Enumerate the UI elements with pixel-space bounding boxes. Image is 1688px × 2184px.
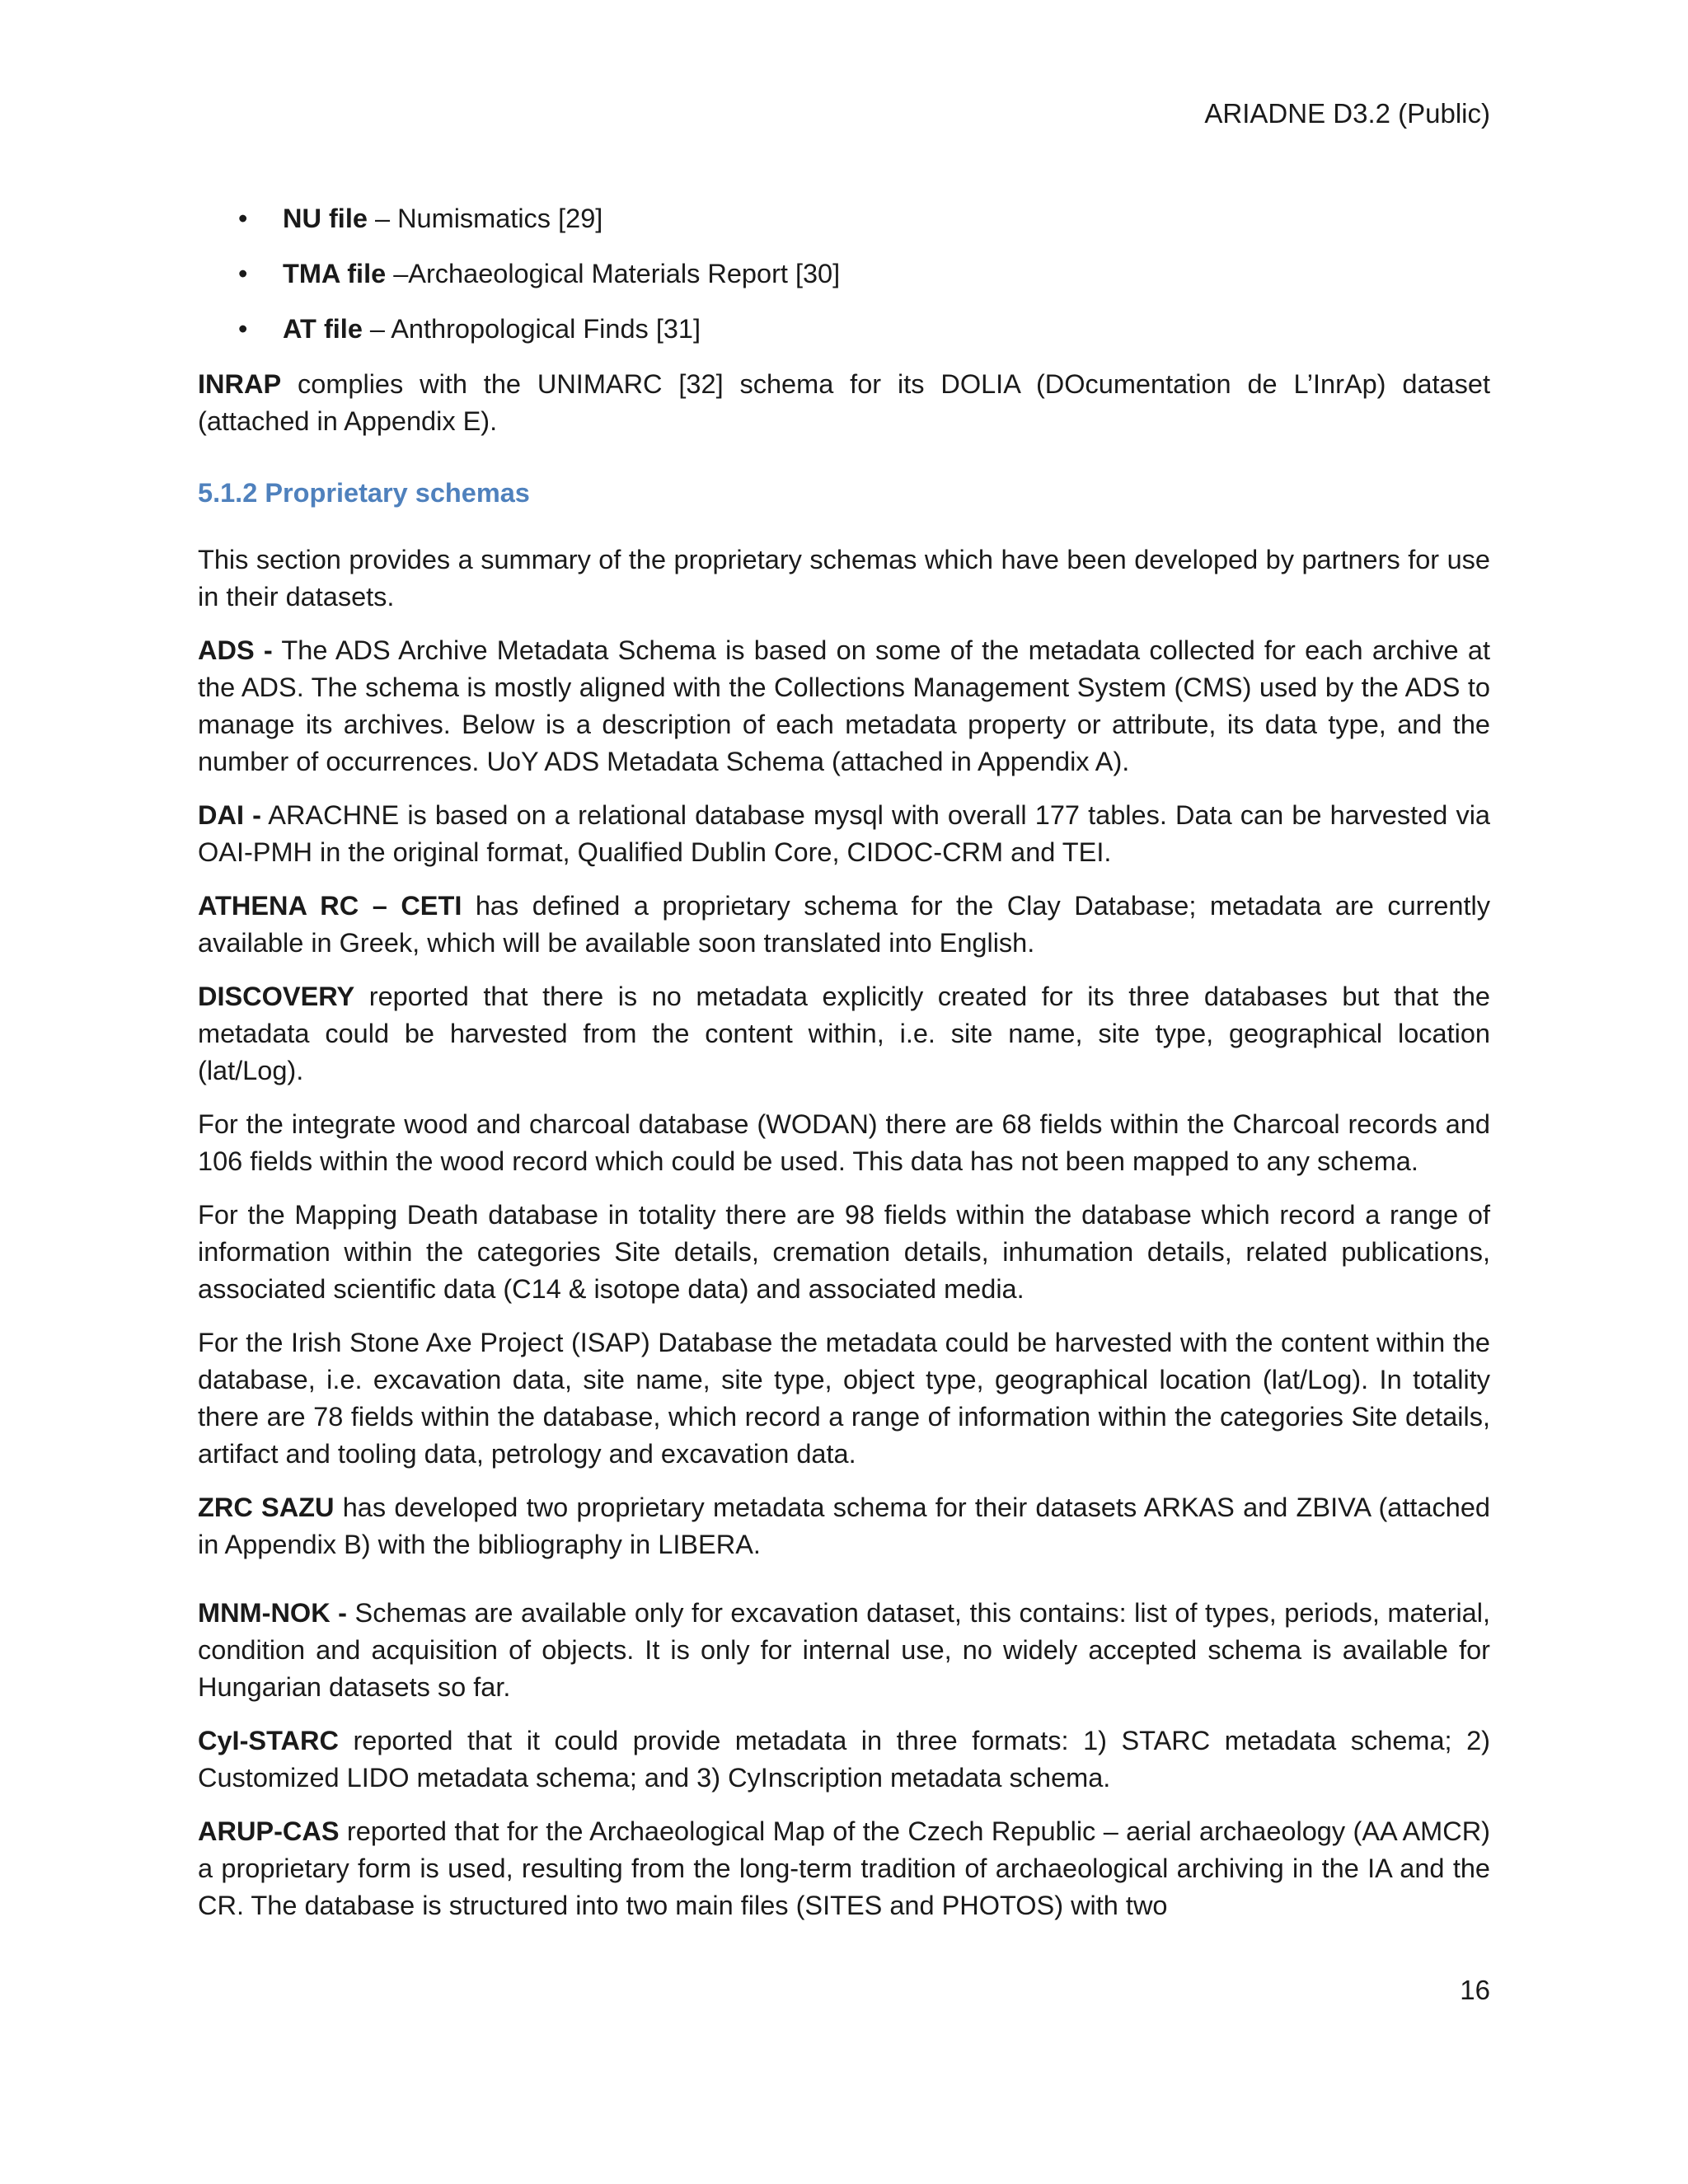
paragraph-term: ADS - — [198, 635, 273, 665]
paragraph-zrc-sazu — [198, 1489, 1490, 1563]
paragraph-term: ARUP-CAS — [198, 1816, 340, 1846]
paragraph-inrap — [198, 366, 1490, 440]
paragraph-dai — [198, 797, 1490, 871]
page-header: ARIADNE D3.2 (Public) — [1204, 98, 1490, 129]
paragraph-text: For the Irish Stone Axe Project (ISAP) Database the metadata could be harvested with the content within the database, i.e. excavation data, site name, site type, object type, geographical location (lat/Log). In totality there are 78 fields within the database, which record a range of information within the categories Site details, artifact and tooling data, petrology and excavation data. — [198, 1328, 1490, 1469]
paragraph-text: complies with the UNIMARC [32] schema for its DOLIA (DOcumentation de L’InrAp) dataset (attached in Appendix E). — [198, 369, 1490, 436]
paragraph-athena — [198, 888, 1490, 962]
paragraph-term: ZRC SAZU — [198, 1493, 335, 1522]
paragraph-term: DISCOVERY — [198, 982, 355, 1011]
section-heading: 5.1.2 Proprietary schemas — [198, 478, 530, 508]
paragraph-text: has defined a proprietary schema for the Clay Database; metadata are currently available in Greek, which will be available soon translated into English. — [198, 891, 1490, 958]
paragraph-text: For the Mapping Death database in totality there are 98 fields within the database which record a range of information within the categories Site details, cremation details, inhumation details, related publications, associated scientific data (C14 & isotope data) and associated media. — [198, 1200, 1490, 1304]
bullet-icon: • — [238, 204, 248, 233]
paragraph-ads — [198, 632, 1490, 780]
paragraph-text: reported that there is no metadata explicitly created for its three databases but that the metadata could be harvested from the content within, i.e. site name, site type, geographical location (lat/Log). — [198, 982, 1490, 1085]
paragraph-mnm-nok — [198, 1595, 1490, 1706]
paragraph-text: For the integrate wood and charcoal database (WODAN) there are 68 fields within the Charcoal records and 106 fields within the wood record which could be used. This data has not been mapped to any schema. — [198, 1109, 1490, 1176]
paragraph-text: The ADS Archive Metadata Schema is based on some of the metadata collected for each archive at the ADS. The schema is mostly aligned with the Collections Management System (CMS) used by the ADS to manage its archives. Below is a description of each metadata property or attribute, its data type, and the number of occurrences. UoY ADS Metadata Schema (attached in Appendix A). — [198, 635, 1490, 776]
bullet-icon: • — [238, 259, 248, 288]
paragraph-term: CyI-STARC — [198, 1726, 339, 1755]
paragraph-term: ATHENA RC – CETI — [198, 891, 462, 921]
paragraph-arup-cas — [198, 1813, 1490, 1924]
list-item-text: – Numismatics [29] — [367, 204, 603, 233]
paragraph-text: Schemas are available only for excavation dataset, this contains: list of types, periods, material, condition and acquisition of objects. It is only for internal use, no widely accepted schema is available for Hungarian datasets so far. — [198, 1598, 1491, 1702]
list-item-term: NU file — [283, 204, 368, 233]
paragraph-text: This section provides a summary of the proprietary schemas which have been developed by partners for use in their datasets. — [198, 545, 1490, 612]
paragraph-text: reported that for the Archaeological Map of the Czech Republic – aerial archaeology (AA AMCR) a proprietary form is used, resulting from the long-term tradition of archaeological archiving in the IA and the CR. The database is structured into two main files (SITES and PHOTOS) with two — [198, 1816, 1490, 1920]
paragraph-cyi-starc — [198, 1722, 1490, 1797]
paragraph-text: ARACHNE is based on a relational database mysql with overall 177 tables. Data can be harvested via OAI-PMH in the original format, Qualified Dublin Core, CIDOC-CRM and TEI. — [198, 800, 1491, 867]
list-item-term: AT file — [283, 314, 363, 344]
bullet-icon: • — [238, 314, 248, 344]
paragraph-isap — [198, 1324, 1490, 1473]
paragraph-wodan — [198, 1106, 1490, 1180]
list-item — [198, 255, 1490, 293]
list-item-text: – Anthropological Finds [31] — [362, 314, 701, 344]
page-number: 16 — [1460, 1975, 1490, 2005]
list-item — [198, 311, 1490, 348]
list-item-text: –Archaeological Materials Report [30] — [386, 259, 841, 288]
paragraph-intro — [198, 541, 1490, 616]
paragraph-term: INRAP — [198, 369, 282, 399]
paragraph-discovery — [198, 978, 1490, 1090]
paragraph-mapping-death — [198, 1197, 1490, 1308]
paragraph-text: has developed two proprietary metadata schema for their datasets ARKAS and ZBIVA (attached in Appendix B) with the bibliography in LIBERA. — [198, 1493, 1490, 1559]
document-body — [198, 200, 1490, 1941]
paragraph-term: DAI - — [198, 800, 261, 830]
list-item — [198, 200, 1490, 237]
file-type-list — [198, 200, 1490, 348]
paragraph-text: reported that it could provide metadata in three formats: 1) STARC metadata schema; 2) Customized LIDO metadata schema; and 3) CyInscription metadata schema. — [198, 1726, 1490, 1793]
list-item-term: TMA file — [283, 259, 387, 288]
paragraph-term: MNM-NOK - — [198, 1598, 348, 1628]
